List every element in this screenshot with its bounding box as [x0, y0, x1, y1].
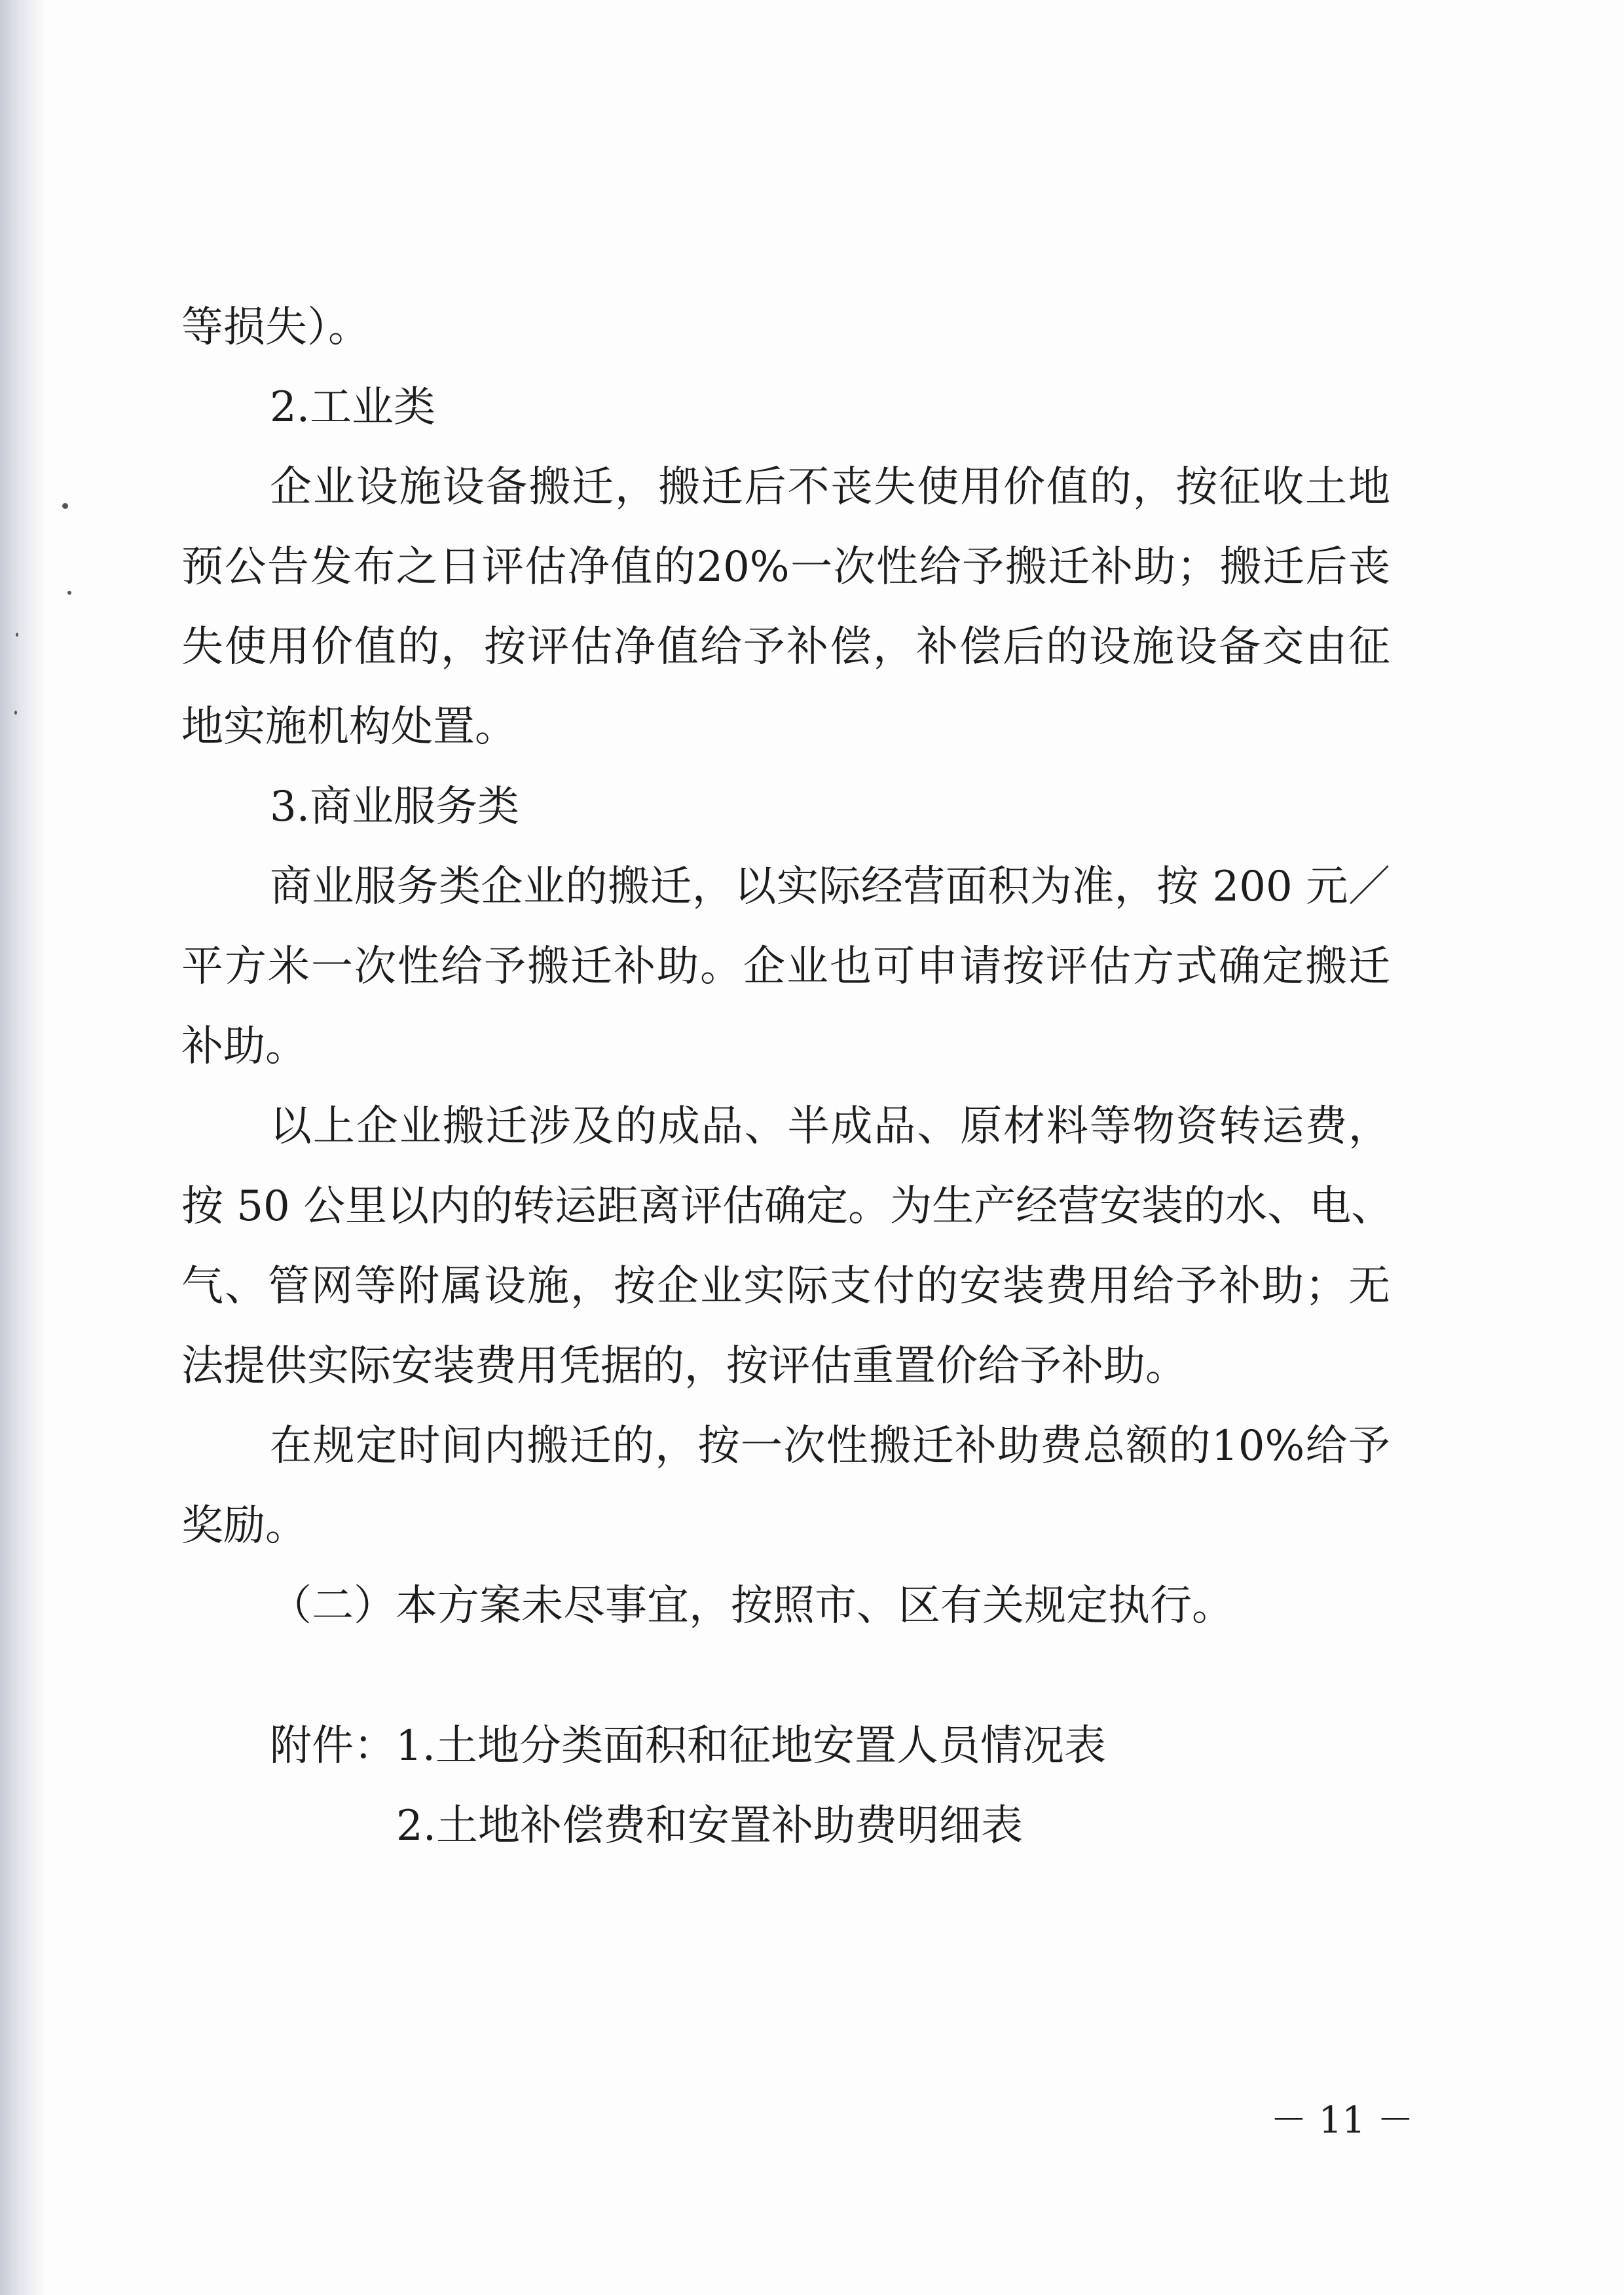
paragraph-line: 企业设施设备搬迁，搬迁后不丧失使用价值的，按征收土地	[270, 463, 1390, 512]
paragraph-line: 法提供实际安装费用凭据的，按评估重置价给予补助。	[181, 1342, 1187, 1390]
attachment-line: 附件：1.土地分类面积和征地安置人员情况表	[270, 1722, 1107, 1770]
attachment-line: 2.土地补偿费和安置补助费明细表	[396, 1802, 1024, 1850]
paragraph-line: 失使用价值的，按评估净值给予补偿，补偿后的设施设备交由征	[181, 623, 1390, 671]
scan-dot	[14, 711, 17, 715]
section-heading: 3.商业服务类	[270, 783, 520, 831]
scan-binding-shadow	[0, 0, 46, 2295]
paragraph-line: 按 50 公里以内的转运距离评估确定。为生产经营安装的水、电、	[181, 1182, 1393, 1231]
paragraph-line: 平方米一次性给予搬迁补助。企业也可申请按评估方式确定搬迁	[181, 942, 1390, 991]
scan-dot	[62, 503, 68, 509]
paragraph-line: 地实施机构处置。	[181, 703, 517, 751]
paragraph-line: 奖励。	[181, 1502, 307, 1550]
paragraph-line: （二）本方案未尽事宜，按照市、区有关规定执行。	[270, 1582, 1234, 1630]
paragraph-line: 商业服务类企业的搬迁，以实际经营面积为准，按 200 元／	[270, 863, 1390, 911]
section-heading: 2.工业类	[270, 383, 436, 432]
paragraph-line: 等损失）。	[181, 303, 370, 352]
scan-dot	[16, 633, 18, 637]
paragraph-line: 补助。	[181, 1022, 307, 1071]
paragraph-line: 气、管网等附属设施，按企业实际支付的安装费用给予补助；无	[181, 1262, 1390, 1311]
page-number: － 11 －	[1270, 2099, 1414, 2142]
scan-dot	[67, 591, 71, 595]
paragraph-line: 以上企业搬迁涉及的成品、半成品、原材料等物资转运费，	[270, 1102, 1390, 1151]
paragraph-line: 在规定时间内搬迁的，按一次性搬迁补助费总额的10%给予	[270, 1422, 1390, 1470]
paragraph-line: 预公告发布之日评估净值的20%一次性给予搬迁补助；搬迁后丧	[181, 543, 1390, 591]
